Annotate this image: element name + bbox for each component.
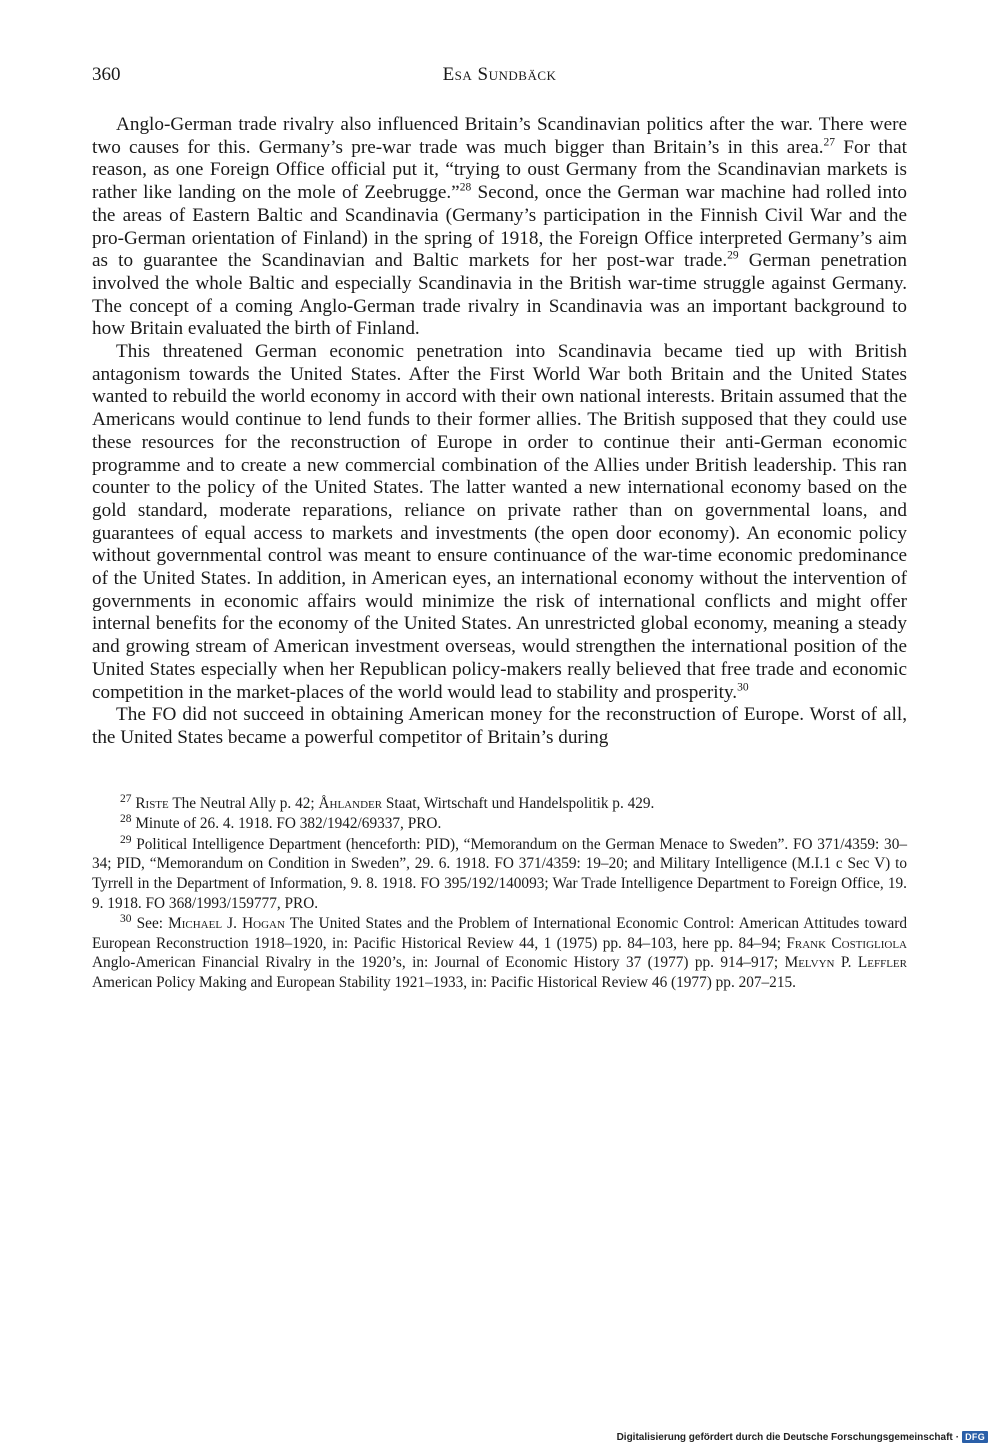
text-run: The United States and the Problem of International Economic Control: American Attitudes toward European Reconstruction 1918–1920, in: Pacific Historical Review 44, 1 (1975) pp. 84–103, here pp. 84–94; bbox=[92, 915, 907, 952]
text-run: Staat, Wirtschaft und Handelspolitik p. 429. bbox=[382, 794, 655, 812]
text-run: Second, once the German war machine had rolled into the areas of Eastern Baltic and Scandinavia (Germany’s participation in the Finnish Civil War and the pro-German orientation of Finland) in the spring of 1918, the Foreign Office interpreted Germany’s aim as to guarantee the Scandinavian and Baltic markets for her post-war trade. bbox=[92, 182, 908, 272]
running-header bbox=[92, 64, 907, 94]
text-run: The Neutral Ally p. 42; bbox=[168, 794, 319, 812]
text-run: Political Intelligence Department (henceforth: PID), “Memorandum on the German Menace to Sweden”. FO 371/4359: 30–34; PID, “Memorandum on Condition in Sweden”, 29. 6. 1918. FO 371/4359: 19–20; and Military Intelligence (M.I.1 c Sec V) to Tyrrell in the Department of Information, 9. 8. 1918. FO 395/192/140093; War Trade Intelligence Department to Foreign Office, 19. 9. 1918. FO 368/1993/159777, PRO. bbox=[92, 835, 907, 912]
text-run: For that reason, as one Foreign Office official put it, “trying to oust Germany from the Scandinavian markets is rather like landing on the mole of Zeebrugge.” bbox=[92, 136, 907, 204]
text-run: The FO did not succeed in obtaining American money for the reconstruction of Europe. Worst of all, the United States became a powerful competitor of Britain’s during bbox=[92, 704, 907, 748]
author-name: Melvyn P. Leffler bbox=[784, 954, 907, 972]
running-header-author: Esa Sundbäck bbox=[442, 64, 557, 85]
footnotes bbox=[92, 794, 907, 993]
footnote-27 bbox=[92, 794, 907, 814]
footnote-ref-28[interactable]: 28 bbox=[459, 181, 472, 194]
text-run: Anglo-American Financial Rivalry in the 1920’s, in: Journal of Economic History 37 (1977) pp. 914–917; bbox=[92, 954, 785, 972]
text-run: German penetration involved the whole Baltic and especially Scandinavia in the British war-time struggle against Germany. The concept of a coming Anglo-German trade rivalry in Scandinavia was an important background to how Britain evaluated the birth of Finland. bbox=[92, 250, 908, 340]
author-name: Riste bbox=[135, 794, 169, 812]
text-run: Minute of 26. 4. 1918. FO 382/1942/69337, PRO. bbox=[135, 815, 442, 833]
page-number: 360 bbox=[92, 64, 121, 85]
footnote-number: 29 bbox=[120, 833, 132, 846]
document-page bbox=[92, 64, 907, 994]
footnote-number: 28 bbox=[120, 813, 132, 826]
footnote-30 bbox=[92, 914, 907, 992]
footnote-ref-27[interactable]: 27 bbox=[823, 136, 836, 149]
author-name: Åhlander bbox=[318, 794, 383, 812]
footnote-number: 30 bbox=[120, 913, 132, 926]
footnote-28 bbox=[92, 814, 907, 834]
footnote-ref-30[interactable]: 30 bbox=[737, 681, 749, 694]
text-run: Anglo-German trade rivalry also influenced Britain’s Scandinavian politics after the war. There were two causes for this. Germany’s pre-war trade was much bigger than Britain’s in this area. bbox=[92, 114, 907, 158]
digitization-footer: Digitalisierung gefördert durch die Deutsche Forschungsgemeinschaft · DFG bbox=[617, 1431, 988, 1443]
footer-text: Digitalisierung gefördert durch die Deutsche Forschungsgemeinschaft bbox=[616, 1431, 953, 1443]
paragraph-3 bbox=[92, 704, 907, 749]
text-run: American Policy Making and European Stability 1921–1933, in: Pacific Historical Review 46 (1977) pp. 207–215. bbox=[92, 974, 796, 992]
footnote-29 bbox=[92, 835, 907, 913]
dfg-logo-icon: DFG bbox=[962, 1431, 988, 1443]
text-run: See: bbox=[136, 915, 169, 933]
paragraph-2 bbox=[92, 341, 907, 704]
body-text bbox=[92, 114, 907, 750]
footnote-ref-29[interactable]: 29 bbox=[727, 249, 739, 262]
author-name: Frank Costigliola bbox=[786, 934, 907, 952]
author-name: Michael J. Hogan bbox=[168, 915, 285, 933]
paragraph-1 bbox=[92, 114, 907, 341]
footnote-number: 27 bbox=[120, 792, 132, 805]
text-run: This threatened German economic penetration into Scandinavia became tied up with British antagonism towards the United States. After the First World War both Britain and the United States wanted to rebuild the world economy in accord with their own national interests. Britain assumed that the Americans would continue to lend funds to their former allies. The British supposed that they could use these resources for the reconstruction of Europe in order to continue their anti-German economic programme and to create a new commercial combination of the Allies under British leadership. This ran counter to the policy of the United States. The latter wanted a new international economy based on the gold standard, moderate reparations, reliance on private rather than on governmental loans, and guarantees of equal access to markets and investments (the open door economy). An economic policy without governmental control was meant to ensure continuance of the war-time economic predominance of the United States. In addition, in American eyes, an international economy without the intervention of governments in economic affairs would minimize the risk of international conflicts and might offer internal benefits for the economy of the United States. An unrestricted global economy, meaning a steady and growing stream of American investment overseas, would strengthen the international position of the United States especially when her Republican policy-makers really believed that free trade and economic competition in the market-places of the world would lead to stability and prosperity. bbox=[92, 341, 907, 703]
